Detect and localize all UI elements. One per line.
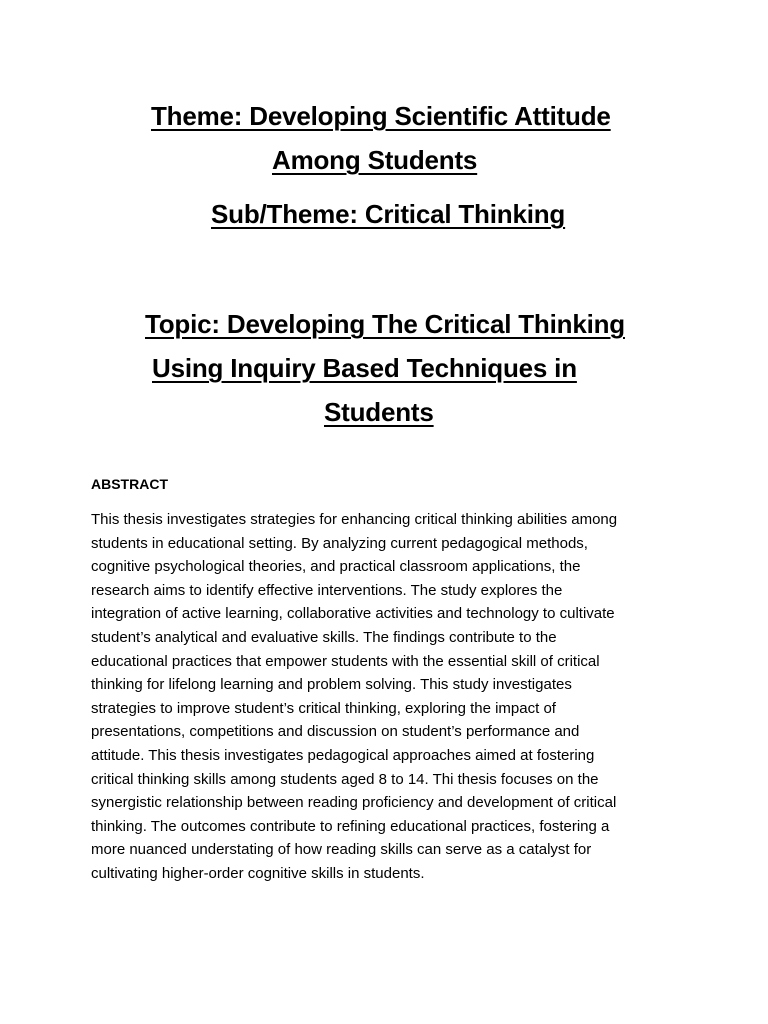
abstract-line: synergistic relationship between reading proficiency and development of critical: [91, 794, 617, 812]
theme-heading-line-2: Among Students: [272, 145, 478, 175]
topic-heading-line-2: Using Inquiry Based Techniques in: [152, 353, 577, 383]
topic-heading-line-3: Students: [324, 397, 434, 427]
abstract-line: thinking. The outcomes contribute to refining educational practices, fostering a: [91, 817, 610, 835]
abstract-label: ABSTRACT: [91, 476, 168, 492]
abstract-line: attitude. This thesis investigates pedagogical approaches aimed at fostering: [91, 746, 595, 764]
theme-heading-line-1: Theme: Developing Scientific Attitude: [151, 101, 611, 131]
abstract-line: This thesis investigates strategies for enhancing critical thinking abilities among: [91, 511, 618, 528]
abstract-line: research aims to identify effective interventions. The study explores the: [91, 581, 563, 599]
abstract-line: critical thinking skills among students aged 8 to 14. Thi thesis focuses on the: [91, 770, 599, 788]
abstract-line: strategies to improve student’s critical thinking, exploring the impact of: [91, 699, 556, 717]
abstract-line: educational practices that empower students with the essential skill of critical: [91, 652, 600, 670]
abstract-line: integration of active learning, collaborative activities and technology to cultivate: [91, 605, 615, 623]
abstract-line: students in educational setting. By analyzing current pedagogical methods,: [91, 534, 588, 552]
abstract-line: presentations, competitions and discussion on student’s performance and: [91, 723, 580, 741]
abstract-line: cognitive psychological theories, and practical classroom applications, the: [91, 558, 581, 576]
abstract-line: student’s analytical and evaluative skills. The findings contribute to the: [91, 628, 557, 646]
abstract-paragraph: [91, 508, 671, 886]
abstract-line: more nuanced understating of how reading skills can serve as a catalyst for: [91, 841, 592, 859]
topic-heading-line-1: Topic: Developing The Critical Thinking: [145, 309, 625, 339]
abstract-line: cultivating higher-order cognitive skills in students.: [91, 864, 425, 882]
abstract-line: thinking for lifelong learning and problem solving. This study investigates: [91, 676, 572, 694]
subtheme-heading: Sub/Theme: Critical Thinking: [211, 199, 566, 229]
